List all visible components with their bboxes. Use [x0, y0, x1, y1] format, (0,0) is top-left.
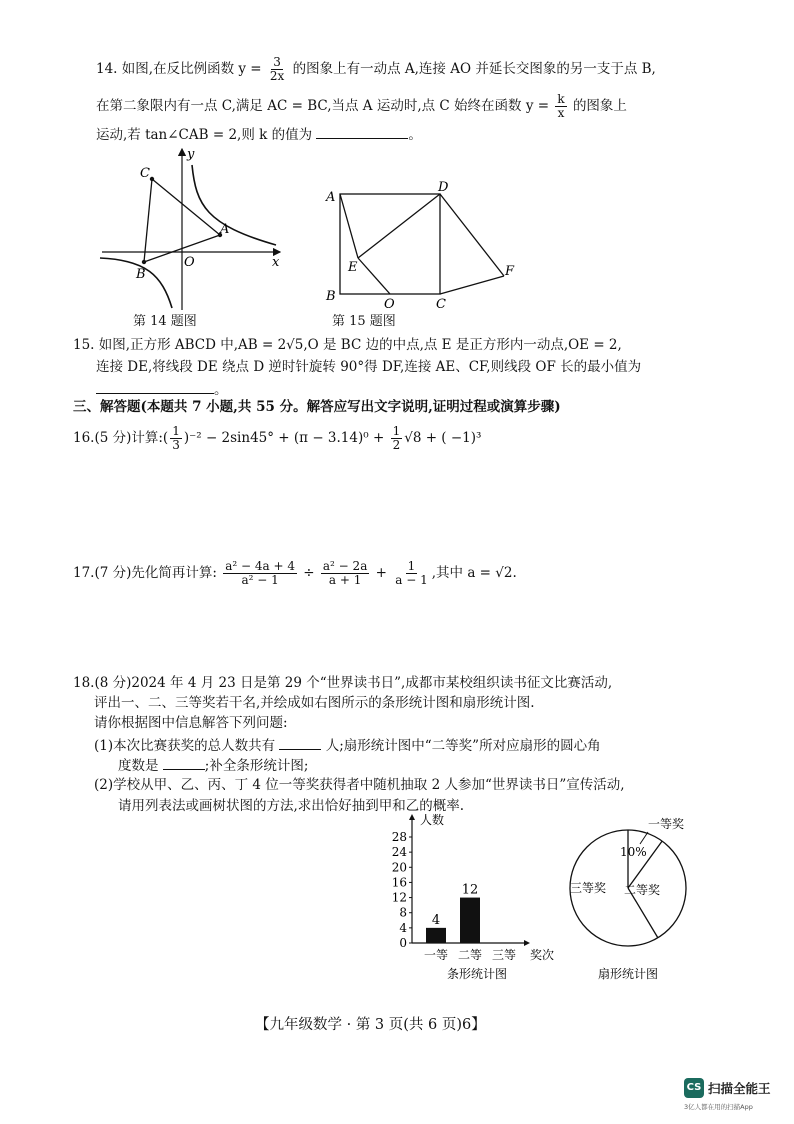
- q15-answer-blank[interactable]: [96, 379, 214, 394]
- bar-y-tick-label: 28: [391, 830, 407, 844]
- bar-value-label: 12: [461, 882, 479, 898]
- segment-de: [358, 194, 440, 258]
- figure-14: [96, 145, 286, 315]
- q17-fraction-b: [321, 560, 369, 587]
- q17-fraction-a: [223, 560, 297, 587]
- q17-end: ,其中 a = √2.: [431, 565, 517, 581]
- q14-text-2a: 在第二象限内有一点 C,满足 AC = BC,当点 A 运动时,点 C 始终在函数 y =: [96, 98, 550, 114]
- bar-y-tick-label: 4: [399, 920, 407, 935]
- bar-category-label: 三等: [491, 948, 517, 962]
- label-o: O: [384, 297, 395, 312]
- point-b: [142, 260, 146, 264]
- bar-y-tick-label: 0: [399, 936, 407, 950]
- label-c: C: [436, 297, 446, 312]
- q14-text-3: 运动,若 tan∠CAB = 2,则 k 的值为: [96, 127, 313, 143]
- q15-line3: [96, 379, 228, 399]
- frac-num: 3: [273, 55, 281, 69]
- label-d: D: [438, 180, 449, 195]
- q18-line5: [118, 755, 308, 775]
- page-footer: 【九年级数学 · 第 3 页(共 6 页)6】: [255, 1017, 486, 1033]
- pie-label-second: 二等奖: [624, 883, 661, 897]
- label-a: A: [220, 222, 230, 237]
- frac-den: x: [557, 106, 565, 120]
- frac-num: 1: [172, 424, 180, 438]
- frac-den: a + 1: [328, 573, 362, 587]
- q18-line7: 请用列表法或画树状图的方法,求出恰好抽到甲和乙的概率.: [118, 798, 465, 814]
- q18-text-5b: ;补全条形统计图;: [204, 758, 309, 774]
- q16-end: √8 + ( −1)³: [404, 430, 482, 446]
- frac-num: a² − 4a + 4: [225, 559, 295, 573]
- label-o: O: [184, 255, 195, 270]
- q18-text-4b: 人;扇形统计图中“二等奖”所对应扇形的圆心角: [325, 738, 601, 754]
- pie-leader-line: [640, 832, 648, 844]
- bar-category-label: 二等: [457, 948, 483, 962]
- scanner-watermark: [684, 1078, 784, 1116]
- figure-15-caption: 第 15 题图: [332, 314, 396, 329]
- bar-category-label: 一等: [423, 948, 449, 962]
- frac-num: k: [557, 92, 565, 106]
- q16-line: [73, 425, 481, 452]
- bar-ylabel: 人数: [420, 813, 445, 827]
- frac-num: 1: [407, 559, 416, 573]
- q18-text-4a: (1)本次比赛获奖的总人数共有: [94, 738, 276, 754]
- pie-chart-title: 扇形统计图: [597, 967, 659, 981]
- q14-text-1a: 如图,在反比例函数 y =: [121, 61, 262, 77]
- q16-mid: )⁻² − 2sin45° + (π − 3.14)⁰ +: [183, 430, 385, 446]
- q15-text-1: 如图,正方形 ABCD 中,AB = 2√5,O 是 BC 边的中点,点 E 是正方形内一动点,OE = 2,: [98, 337, 622, 353]
- q15-end: 。: [214, 382, 228, 398]
- segment-cb: [144, 179, 152, 262]
- bar-chart-title: 条形统计图: [446, 967, 508, 981]
- bar-x-arrow: [524, 940, 530, 946]
- q15-line2: 连接 DE,将线段 DE 绕点 D 逆时针旋转 90°得 DF,连接 AE、CF,则线段 OF 长的最小值为: [96, 359, 642, 375]
- q14-fraction-2: [555, 93, 566, 120]
- q17-line: [73, 560, 517, 587]
- bar-categories: [424, 948, 516, 962]
- segment-ae: [340, 194, 358, 258]
- frac-num: 1: [392, 424, 401, 438]
- label-y: y: [187, 147, 195, 162]
- section-3-heading: 三、解答题(本题共 7 小题,共 55 分。解答应写出文字说明,证明过程或演算步骤): [73, 399, 561, 415]
- q18-line4: [94, 735, 601, 755]
- q17-fraction-c: [393, 560, 429, 587]
- bar-y-tick-label: 24: [391, 845, 407, 860]
- bar-1: [426, 928, 446, 943]
- hyperbola-branch-2: [100, 258, 172, 308]
- q14-number: 14.: [96, 61, 118, 77]
- bar-y-tick-label: 20: [391, 860, 407, 875]
- frac-den: 2x: [269, 69, 285, 83]
- q14-line2: [96, 93, 627, 120]
- q18-line6: (2)学校从甲、乙、丙、丁 4 位一等奖获得者中随机抽取 2 人参加“世界读书日”宣传活动,: [94, 777, 625, 793]
- frac-num: a² − 2a: [322, 559, 368, 573]
- square-abcd: [340, 194, 440, 294]
- q14-line3: [96, 124, 422, 144]
- scanner-logo-icon: CS: [684, 1078, 704, 1098]
- point-c: [150, 177, 154, 181]
- q18-line2: 评出一、二、三等奖若干名,并绘成如右图所示的条形统计图和扇形统计图.: [94, 695, 535, 711]
- bar-y-tick-label: 16: [391, 875, 407, 890]
- q14-fraction-1: [268, 56, 286, 83]
- q14-answer-blank[interactable]: [316, 124, 408, 139]
- q14-line1: [96, 56, 656, 83]
- q18-line1: 18.(8 分)2024 年 4 月 23 日是第 29 个“世界读书日”,成都市某校组织读书征文比赛活动,: [73, 675, 613, 691]
- segment-eo: [358, 258, 390, 294]
- q18-angle-blank[interactable]: [163, 755, 205, 770]
- bar-y-tick-label: 12: [391, 890, 407, 905]
- q18-total-blank[interactable]: [279, 735, 321, 750]
- segment-df: [440, 194, 504, 276]
- pie-annotation: 10%: [620, 845, 647, 859]
- frac-den: a² − 1: [241, 573, 279, 587]
- label-c: C: [140, 166, 150, 181]
- label-f: F: [505, 264, 515, 279]
- q16-prefix: 16.(5 分)计算:(: [73, 430, 169, 446]
- pie-chart: [560, 812, 700, 982]
- label-b: B: [136, 267, 146, 282]
- bar-value-label: 4: [431, 912, 441, 928]
- label-e: E: [348, 260, 358, 275]
- scanner-name: 扫描全能王: [708, 1081, 771, 1096]
- q14-text-1b: 的图象上有一动点 A,连接 AO 并延长交图象的另一支于点 B,: [292, 61, 656, 77]
- q16-fraction-a: [170, 425, 182, 452]
- frac-den: 2: [392, 438, 401, 452]
- segment-cf: [440, 276, 504, 294]
- label-x: x: [272, 255, 280, 270]
- hyperbola-branch-1: [192, 165, 276, 245]
- label-a: A: [326, 190, 336, 205]
- q14-end: 。: [408, 127, 422, 143]
- bar-xlabel: 奖次: [530, 948, 555, 962]
- q17-op2: +: [375, 565, 387, 581]
- bar-marks: [426, 883, 480, 943]
- figure-14-caption: 第 14 题图: [133, 314, 197, 329]
- scanner-tagline: 3亿人都在用的扫描App: [684, 1103, 753, 1111]
- pie-label-first: 一等奖: [648, 817, 685, 831]
- label-b: B: [326, 289, 336, 304]
- pie-label-third: 三等奖: [570, 881, 607, 895]
- q18-line3: 请你根据图中信息解答下列问题:: [94, 715, 288, 731]
- segment-ca: [152, 179, 220, 235]
- q18-text-5a: 度数是: [118, 758, 159, 774]
- figure-15: [322, 182, 522, 317]
- q16-fraction-b: [391, 425, 403, 452]
- frac-den: 3: [172, 438, 180, 452]
- q15-line1: [73, 336, 622, 354]
- bar-ticks: [392, 830, 412, 950]
- bar-y-tick-label: 8: [399, 905, 407, 920]
- bar-y-arrow: [409, 814, 415, 820]
- q15-number: 15.: [73, 337, 95, 353]
- bar-2: [460, 898, 480, 943]
- frac-den: a − 1: [395, 573, 428, 587]
- bar-chart: [372, 812, 562, 982]
- q14-text-2b: 的图象上: [572, 98, 627, 114]
- q17-op1: ÷: [303, 565, 315, 581]
- q17-prefix: 17.(7 分)先化简再计算:: [73, 565, 217, 581]
